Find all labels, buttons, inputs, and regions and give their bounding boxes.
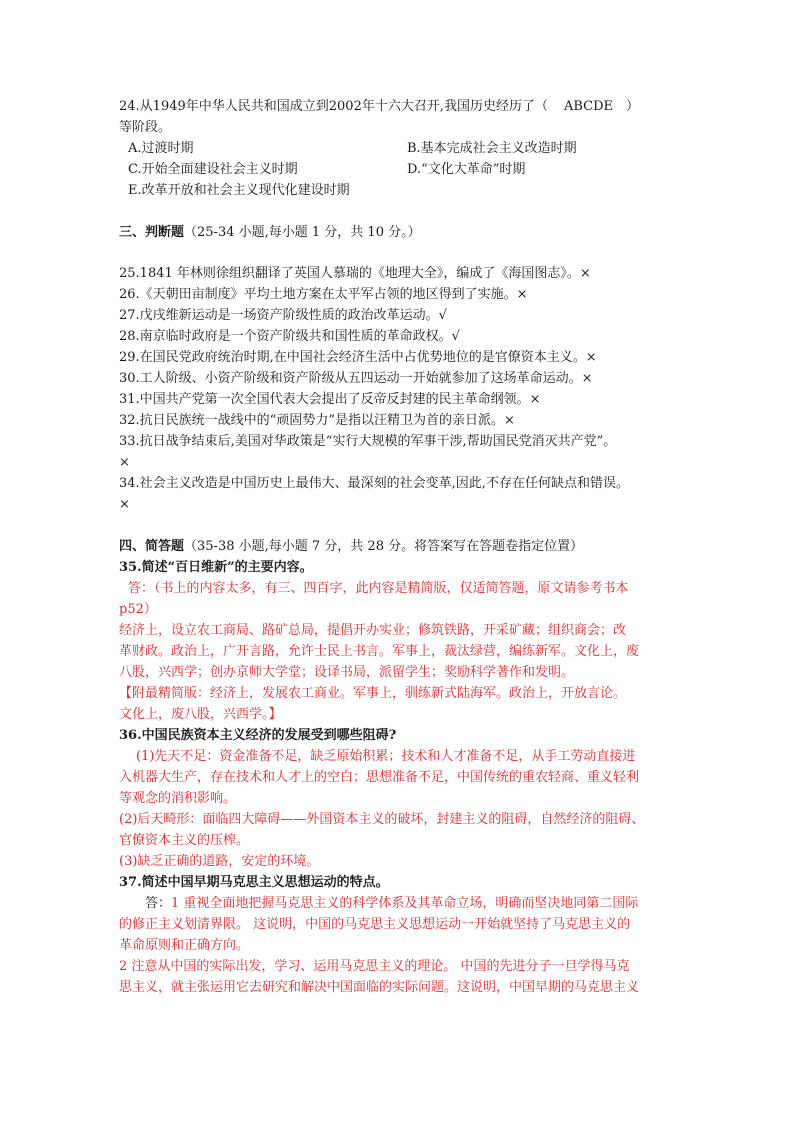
judgement-item: 26.《天朝田亩制度》平均土地方案在太平军占领的地区得到了实施。× — [119, 287, 528, 302]
q24-option-a: A.过渡时期 — [128, 141, 194, 156]
judgement-item: 25.1841 年林则徐组织翻译了英国人慕瑞的《地理大全》，编成了《海国图志》。× — [119, 266, 591, 281]
judgement-item: 33.抗日战争结束后,美国对华政策是“实行大规模的军事干涉,帮助国民党消灭共产党”。 — [119, 434, 617, 449]
judgement-item: 27.戊戌维新运动是一场资产阶级性质的政治改革运动。√ — [119, 308, 447, 323]
q36-answer-line: (3)缺乏正确的道路，安定的环境。 — [119, 854, 320, 869]
q35-answer-line: 答：（书上的内容太多，有三、四百字，此内容是精简版，仅适简答题，原文请参考书本 — [128, 581, 629, 596]
q35-answer-line: 经济上，设立农工商局、路矿总局，提倡开办实业；修筑铁路，开采矿藏；组织商会；改 — [119, 623, 627, 638]
judgement-item: 29.在国民党政府统治时期,在中国社会经济生活中占优势地位的是官僚资本主义。× — [119, 350, 597, 365]
q24-option-c: C.开始全面建设社会主义时期 — [128, 162, 298, 177]
q35-answer-line: 八股，兴西学；创办京师大学堂；设译书局，派留学生；奖励科学著作和发明。 — [119, 665, 575, 680]
q36-answer-line: 入机器大生产，存在技术和人才上的空白；思想准备不足，中国传统的重农轻商、重义轻利 — [119, 770, 640, 785]
q24-stem-line2: 等阶段。 — [119, 120, 172, 135]
section3-heading — [119, 224, 421, 242]
q36-answer-line: (2)后天畸形：面临四大障碍——外国资本主义的破坏，封建主义的阻碍，自然经济的阻碍、 — [119, 812, 645, 827]
judgement-item: 31.中国共产党第一次全国代表大会提出了反帝反封建的民主革命纲领。× — [119, 392, 541, 407]
q37-question: 37.简述中国早期马克思主义思想运动的特点。 — [119, 875, 389, 890]
q37-answer-prefix: 答： — [145, 896, 172, 911]
q37-answer-line: 思主义，就主张运用它去研究和解决中国面临的实际问题。这说明，中国早期的马克思主义 — [119, 980, 640, 995]
q24-option-d: D.“文化大革命”时期 — [407, 162, 526, 177]
q36-answer-line: 等观念的消积影响。 — [119, 791, 237, 806]
q35-answer-line: 文化上，废八股，兴西学。】 — [119, 707, 282, 722]
q35-question: 35.简述“百日维新”的主要内容。 — [119, 560, 313, 575]
q35-answer-line: 革财政。政治上，广开言路，允许士民上书言。军事上，裁汰绿营，编练新军。文化上，废 — [119, 644, 640, 659]
q37-answer-first-line — [145, 895, 638, 913]
q37-answer-line: 2 注意从中国的实际出发，学习、运用马克思主义的理论。 中国的先进分子一旦学得马克 — [119, 959, 630, 974]
section4-note: （35-38 小题,每小题 7 分，共 28 分。将答案写在答题卷指定位置） — [184, 539, 584, 554]
q37-answer-line: 的修正主义划清界限。 这说明，中国的马克思主义思想运动一开始就坚持了马克思主义的 — [119, 917, 631, 932]
judgement-mark: × — [119, 497, 130, 512]
q36-question: 36.中国民族资本主义经济的发展受到哪些阻碍? — [119, 728, 397, 743]
judgement-mark: × — [119, 455, 130, 470]
q35-answer-line: 【附最精简版：经济上，发展农工商业。军事上，驯练新式陆海军。政治上，开放言论。 — [119, 686, 627, 701]
q24-answer: ABCDE — [563, 99, 614, 114]
section4-title: 四、简答题 — [119, 539, 185, 554]
q37-answer-line: 1 重视全面地把握马克思主义的科学体系及其革命立场，明确而坚决地同第二国际 — [171, 896, 639, 911]
section4-heading — [119, 538, 583, 556]
judgement-item: 30.工人阶级、小资产阶级和资产阶级从五四运动一开始就参加了这场革命运动。× — [119, 371, 593, 386]
q36-answer-line: 官僚资本主义的压榨。 — [119, 833, 250, 848]
q24-option-b: B.基本完成社会主义改造时期 — [407, 141, 577, 156]
section3-title: 三、判断题 — [119, 225, 185, 240]
judgement-item: 32.抗日民族统一战线中的“顽固势力”是指以汪精卫为首的亲日派。× — [119, 413, 515, 428]
q37-answer-line: 革命原则和正确方向。 — [119, 938, 250, 953]
q36-answer-line: (1)先天不足：资金准备不足，缺乏原始积累；技术和人才准备不足，从手工劳动直接进 — [136, 749, 636, 764]
judgement-item: 28.南京临时政府是一个资产阶级共和国性质的革命政权。√ — [119, 329, 460, 344]
q24-stem-line1: 24.从1949年中华人民共和国成立到2002年十六大召开,我国历史经历了（ ABCDE ） — [119, 99, 639, 114]
judgement-item: 34.社会主义改造是中国历史上最伟大、最深刻的社会变革,因此,不存在任何缺点和错误。 — [119, 476, 629, 491]
q24-option-e: E.改革开放和社会主义现代化建设时期 — [128, 183, 350, 198]
section3-note: （25-34 小题,每小题 1 分，共 10 分。） — [184, 225, 421, 240]
q35-answer-line: p52） — [119, 602, 157, 617]
